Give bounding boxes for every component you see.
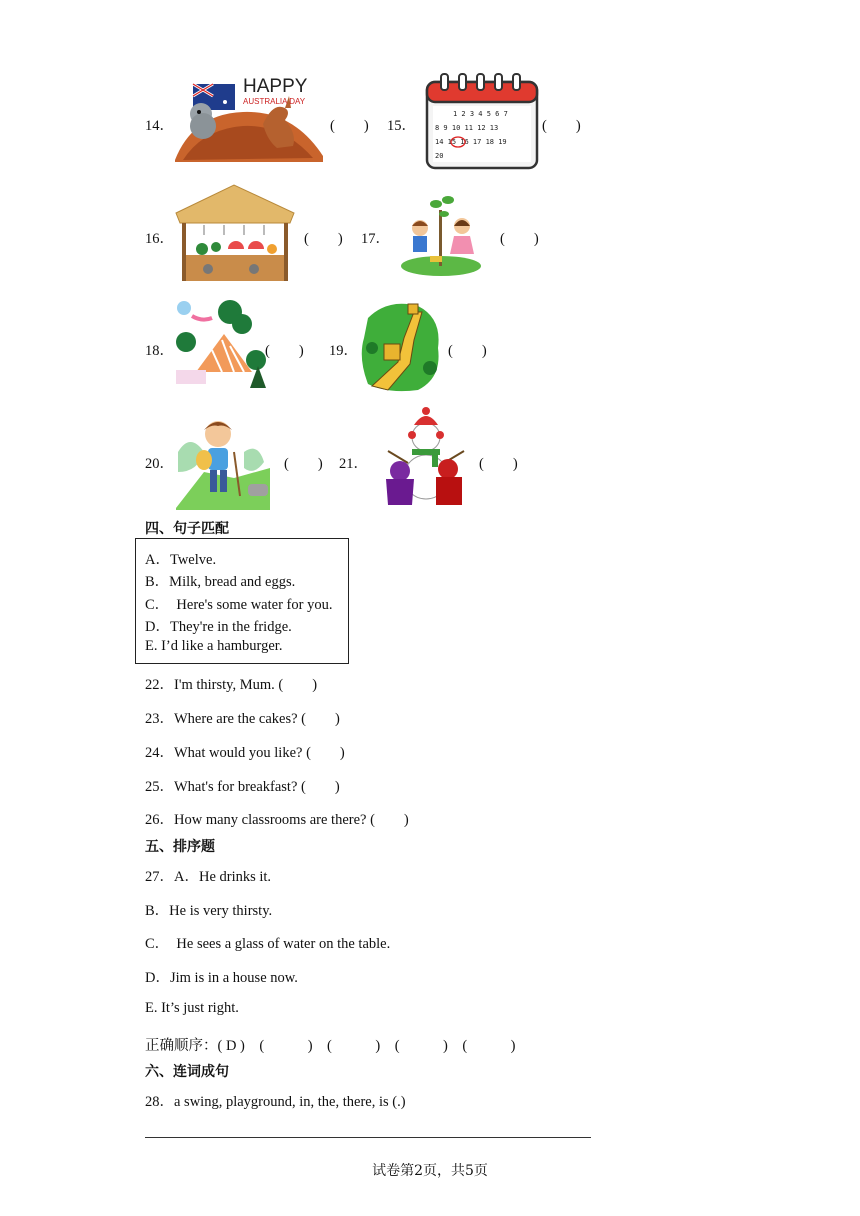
q18-number: 18． [145, 343, 174, 359]
calendar-row-1: 1 2 3 4 5 6 7 [453, 110, 508, 118]
q16-number: 16． [145, 231, 174, 247]
section-6-title: 六、连词成句 [145, 1064, 229, 1080]
question-25[interactable]: 25．What's for breakfast? ( ) [145, 779, 340, 795]
footer-divider [145, 1137, 591, 1138]
calendar-row-3: 14 15 16 17 18 19 [435, 138, 507, 146]
question-26[interactable]: 26．How many classrooms are there? ( ) [145, 812, 409, 828]
option-b: B．Milk, bread and eggs. [145, 574, 296, 590]
great-wall-picture [358, 298, 442, 394]
q16-answer-blank[interactable]: ( ) [304, 231, 343, 247]
australia-day-picture [173, 74, 325, 162]
option-e: E. I’d like a hamburger. [145, 638, 283, 654]
option-d: D．They're in the fridge. [145, 619, 292, 635]
q18-answer-blank[interactable]: ( ) [265, 343, 304, 359]
section-5-title: 五、排序题 [145, 839, 215, 855]
page-footer: 试卷第2页，共5页 [372, 1163, 488, 1179]
planting-trees-picture [400, 190, 482, 278]
hiking-boy-picture [174, 412, 272, 510]
snowman-picture [378, 405, 466, 509]
q19-answer-blank[interactable]: ( ) [448, 343, 487, 359]
sequence-line-e: E. It’s just right. [145, 1000, 239, 1016]
question-22[interactable]: 22．I'm thirsty, Mum. ( ) [145, 677, 318, 693]
sequence-answer-blanks[interactable]: 正确顺序：( D ) ( ) ( ) ( ) ( ) [145, 1038, 516, 1054]
calendar-row-4: 20 [435, 152, 444, 160]
q20-answer-blank[interactable]: ( ) [284, 456, 323, 472]
camping-picture [172, 298, 266, 392]
market-stall-picture [174, 183, 296, 283]
australia-day-caption: AUSTRALIA DAY [243, 97, 306, 106]
q20-number: 20． [145, 456, 174, 472]
sequence-line-c: C． He sees a glass of water on the table. [145, 936, 391, 952]
q14-number: 14． [145, 118, 174, 134]
section-4-title: 四、句子匹配 [145, 521, 229, 537]
q14-answer-blank[interactable]: ( ) [330, 118, 369, 134]
option-a: A．Twelve. [145, 552, 217, 568]
q21-number: 21． [339, 456, 368, 472]
sequence-line-a: 27．A．He drinks it. [145, 869, 272, 885]
sequence-line-d: D．Jim is in a house now. [145, 970, 298, 986]
option-c: C． Here's some water for you. [145, 597, 333, 613]
q17-answer-blank[interactable]: ( ) [500, 231, 539, 247]
q17-number: 17． [361, 231, 390, 247]
question-28: 28．a swing, playground, in, the, there, is (.) [145, 1094, 406, 1110]
calendar-row-2: 8 9 10 11 12 13 [435, 124, 499, 132]
calendar-picture [425, 72, 539, 170]
q15-answer-blank[interactable]: ( ) [542, 118, 581, 134]
matching-options-box [135, 538, 349, 664]
q15-number: 15． [387, 118, 416, 134]
happy-caption: HAPPY [243, 76, 308, 97]
q21-answer-blank[interactable]: ( ) [479, 456, 518, 472]
sequence-line-b: B．He is very thirsty. [145, 903, 273, 919]
question-24[interactable]: 24．What would you like? ( ) [145, 745, 345, 761]
q19-number: 19． [329, 343, 358, 359]
question-23[interactable]: 23．Where are the cakes? ( ) [145, 711, 340, 727]
